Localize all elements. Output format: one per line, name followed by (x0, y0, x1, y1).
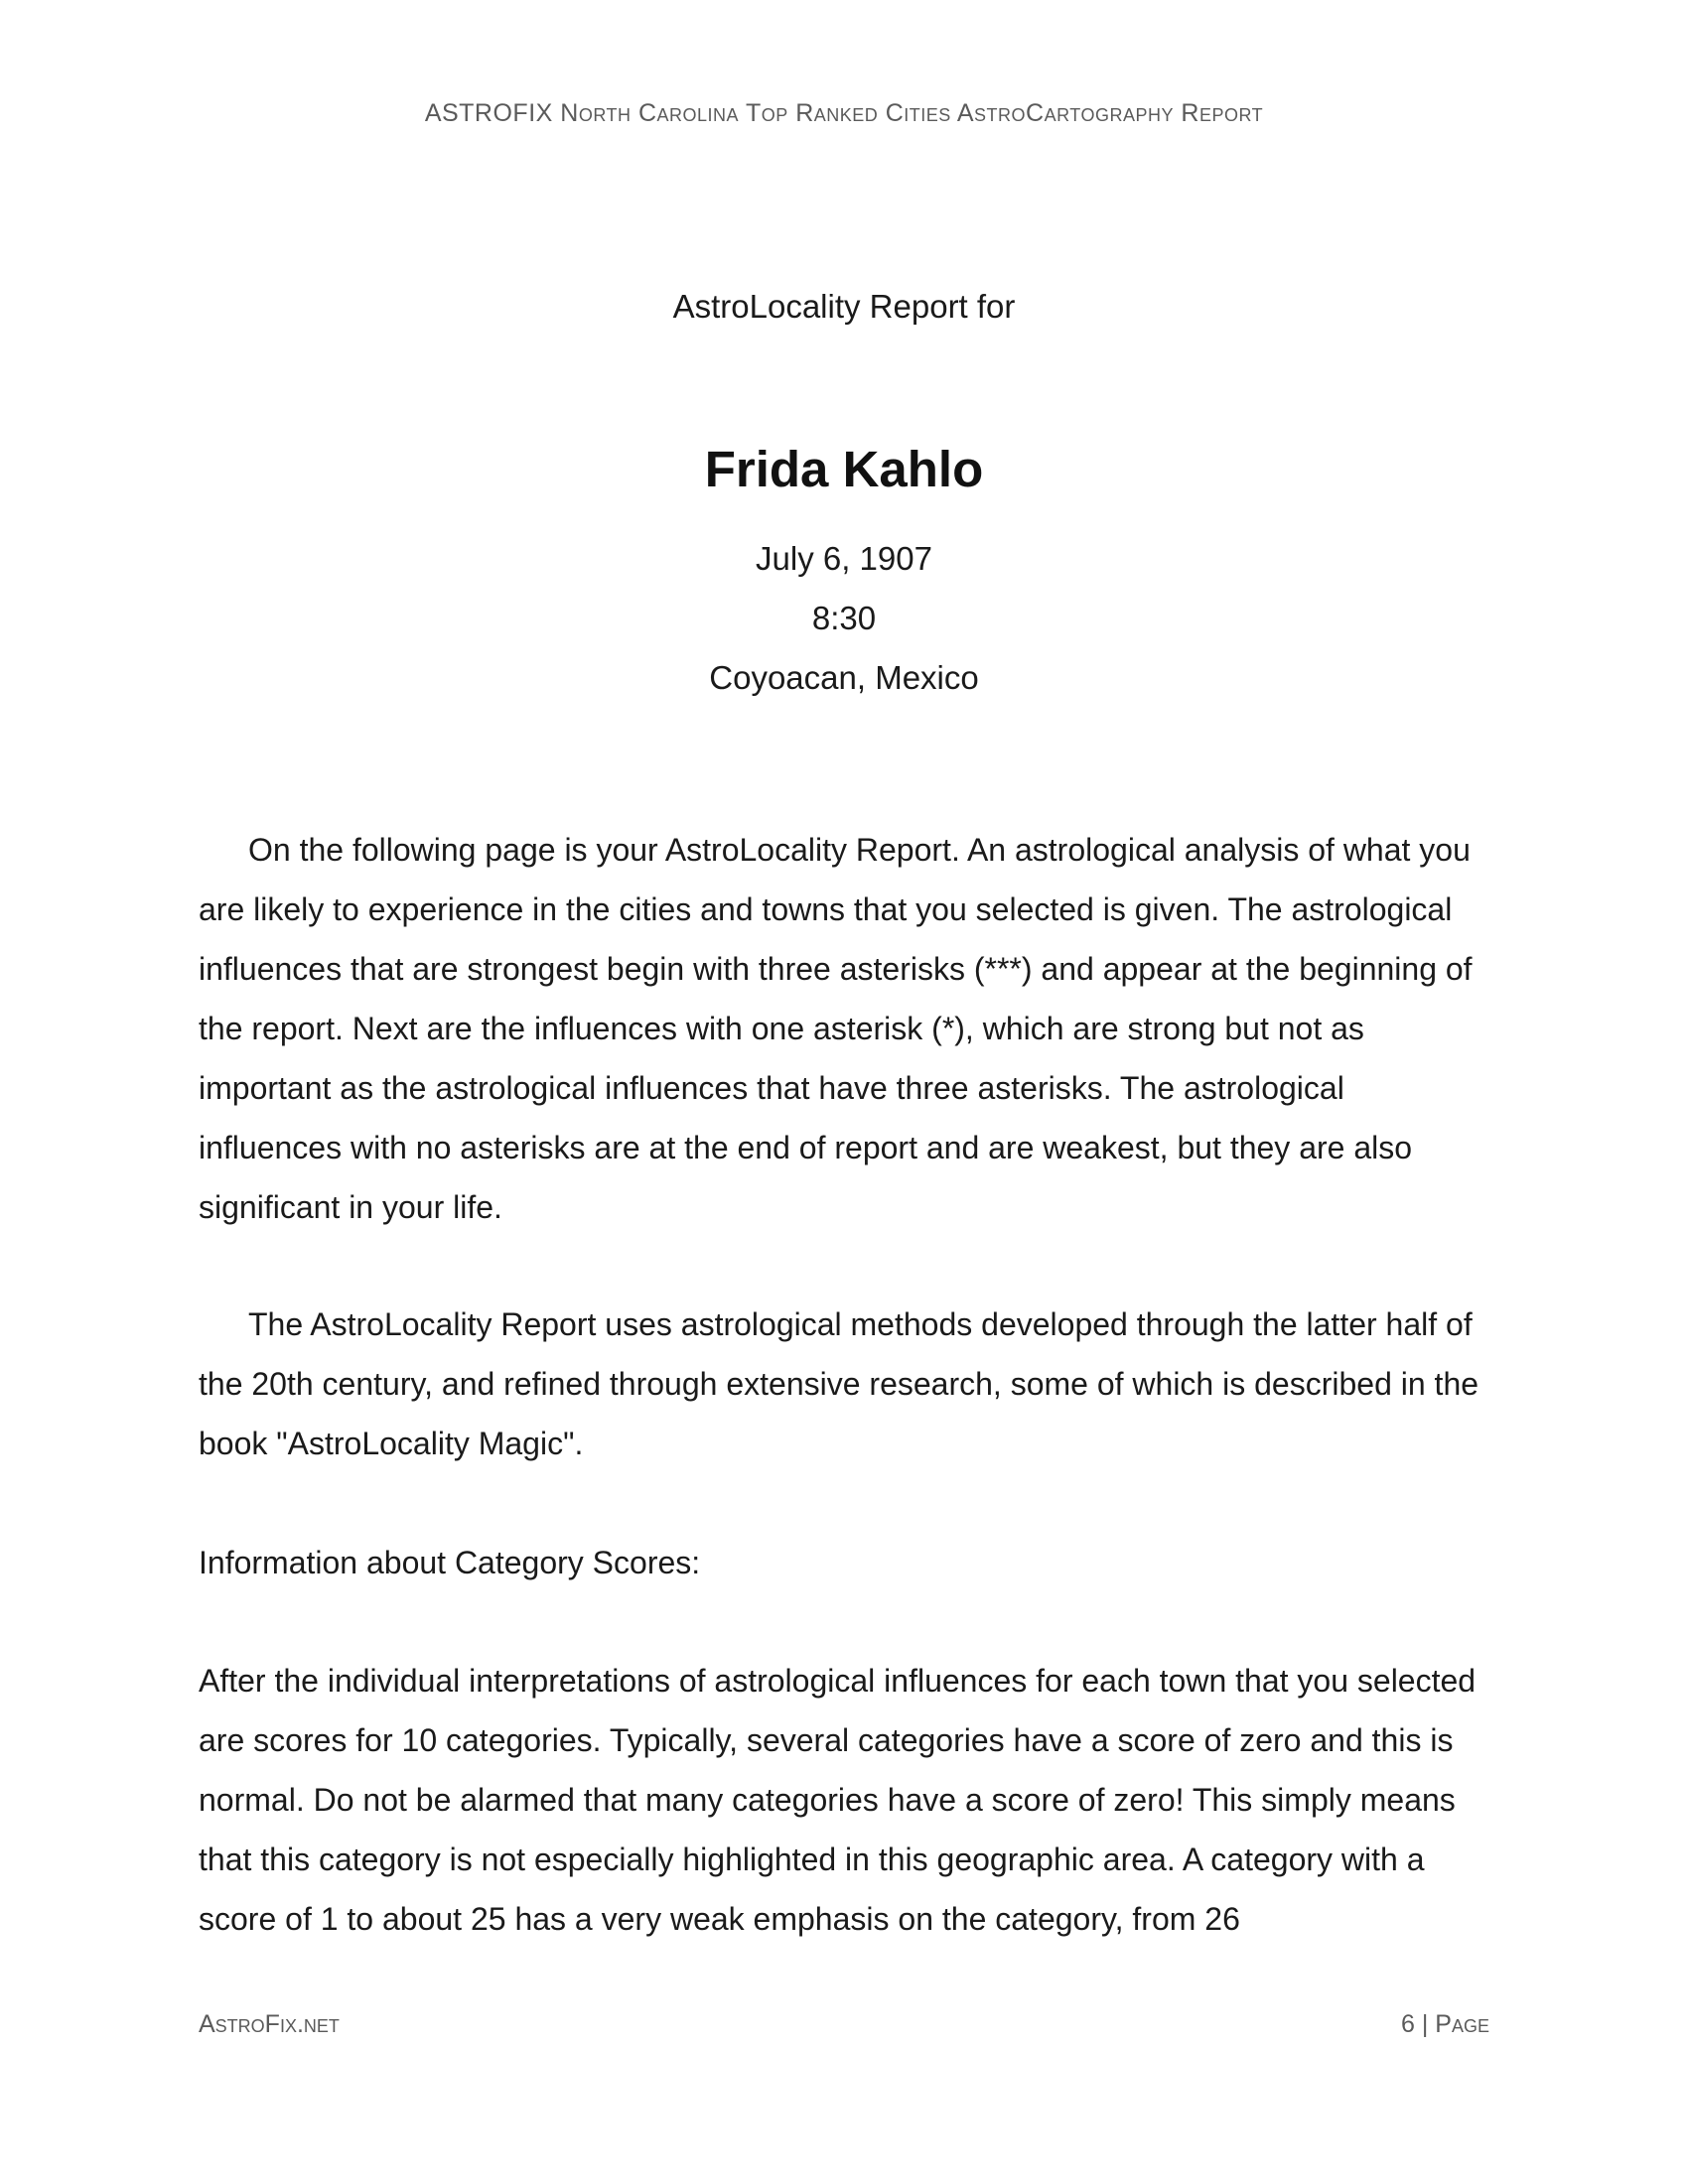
running-header: ASTROFIX North Carolina Top Ranked Cities AstroCartography Report (424, 99, 1264, 127)
paragraph-text: On the following page is your AstroLocality Report. An astrological analysis of what you are likely to experience in the cities and towns that you selected is given. The astrological influences that are strongest begin with three asterisks (***) and appear at the beginning of the report. Next are the influences with one asterisk (*), which are strong but not as important as the astrological influences that have three asterisks. The astrological influences with no asterisks are at the end of report and are weakest, but they are also significant in your life. (199, 832, 1473, 1225)
birth-place: Coyoacan, Mexico (709, 659, 979, 696)
birth-date: July 6, 1907 (756, 540, 932, 577)
section-heading-text: Information about Category Scores: (199, 1545, 701, 1580)
footer-site: AstroFix.net (199, 2010, 340, 2038)
birth-time: 8:30 (811, 600, 877, 636)
report-for-label: AstroLocality Report for (672, 288, 1016, 325)
intro-paragraph (199, 820, 1489, 1237)
person-name-heading: Frida Kahlo (704, 441, 984, 497)
paragraph-text: After the individual interpretations of astrological influences for each town that you selected are scores for 10 categories. Typically, several categories have a score of zero and this is normal. Do not be alarmed that many categories have a score of zero! This simply means that this category is not especially highlighted in this geographic area. A category with a score of 1 to about 25 has a very weak emphasis on the category, from 26 (199, 1663, 1477, 1937)
birth-info (0, 529, 1688, 708)
paragraph-text: The AstroLocality Report uses astrological methods developed through the latter half of the 20th century, and refined through extensive research, some of which is described in the book "AstroLocality Magic". (199, 1306, 1479, 1461)
section-heading (199, 1533, 1489, 1592)
footer-page-number: 6 | Page (1401, 2010, 1489, 2038)
category-scores-paragraph (199, 1651, 1489, 1949)
methods-paragraph (199, 1295, 1489, 1473)
